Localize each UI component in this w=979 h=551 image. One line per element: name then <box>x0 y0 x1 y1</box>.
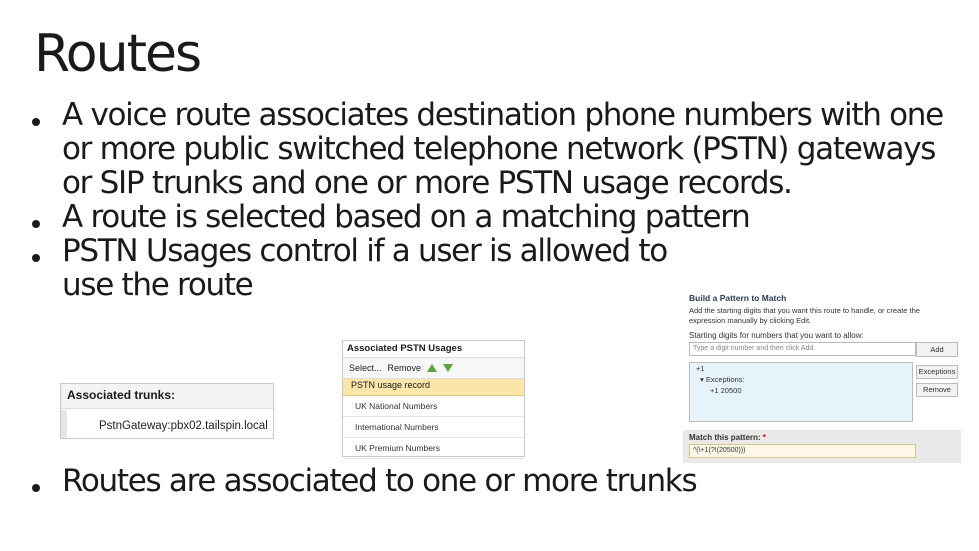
table-row[interactable]: UK National Numbers <box>343 396 524 417</box>
select-button[interactable]: Select... <box>349 363 382 373</box>
remove-pattern-button[interactable]: Remove <box>916 383 958 397</box>
trunks-left-bar <box>61 410 67 438</box>
pstn-usages-panel <box>342 340 525 457</box>
move-down-icon[interactable] <box>443 364 453 372</box>
trunks-header: Associated trunks: <box>61 384 273 409</box>
add-button[interactable]: Add <box>916 342 958 357</box>
bullet-item: A route is selected based on a matching pattern <box>30 200 960 234</box>
digits-list[interactable] <box>689 362 913 422</box>
bullet-item: Routes are associated to one or more trunks <box>30 464 960 498</box>
remove-button[interactable]: Remove <box>387 363 422 373</box>
digits-input[interactable]: Type a digit number and then click Add. <box>689 342 916 356</box>
list-item[interactable]: +1 20500 <box>710 386 742 395</box>
pattern-description: Add the starting digits that you want this route to handle, or create the expression manually by clicking Edit. <box>689 306 920 325</box>
bullet-list <box>30 98 960 302</box>
match-pattern-label: Match this pattern: * <box>689 433 766 442</box>
exceptions-button[interactable]: Exceptions <box>916 365 958 379</box>
bullet-item: A voice route associates destination phone numbers with one or more public switched telephone network (PSTN) gateways or SIP trunks and one or more PSTN usage records. <box>30 98 960 200</box>
pstn-column-header: PSTN usage record <box>343 379 524 396</box>
table-row[interactable]: UK Premium Numbers <box>343 438 524 459</box>
associated-trunks-panel <box>60 383 274 439</box>
move-up-icon[interactable] <box>427 364 437 372</box>
pstn-usages-header: Associated PSTN Usages <box>347 343 463 354</box>
match-pattern-input[interactable]: ^(\+1(?!(20500))) <box>689 444 916 458</box>
build-pattern-panel <box>683 291 961 463</box>
list-item[interactable]: +1 <box>696 364 705 373</box>
starting-digits-label: Starting digits for numbers that you want to allow: <box>689 331 864 340</box>
list-item[interactable]: ▾ Exceptions: <box>700 375 745 384</box>
trunk-value[interactable]: PstnGateway:pbx02.tailspin.local <box>99 420 268 432</box>
bullet-item: PSTN Usages control if a user is allowed to use the route <box>30 234 672 302</box>
bullet-list-bottom <box>30 464 960 498</box>
table-row[interactable]: International Numbers <box>343 417 524 438</box>
slide-title: Routes <box>34 24 201 84</box>
pstn-toolbar <box>343 357 524 379</box>
pattern-header: Build a Pattern to Match <box>689 293 787 303</box>
